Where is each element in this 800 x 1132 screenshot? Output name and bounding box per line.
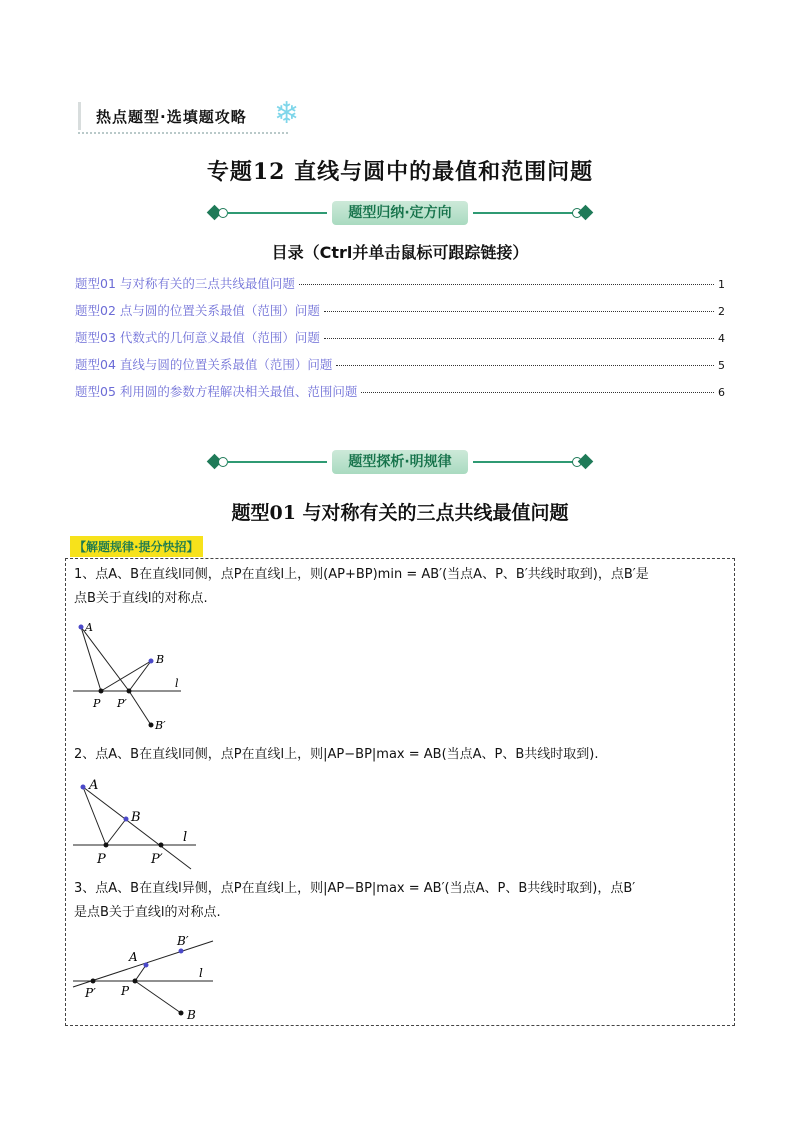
banner-summary xyxy=(205,201,595,225)
rule-3-line1: 3、点A、B在直线l异侧，点P在直线l上，则|AP−BP|max = AB′(当点A、P、B共线时取到)，点B′ xyxy=(74,881,636,896)
toc-item[interactable] xyxy=(75,328,725,355)
rule-1-line2: 点B关于直线l的对称点. xyxy=(74,591,208,606)
rule-2-line1: 2、点A、B在直线l同侧，点P在直线l上，则|AP−BP|max = AB(当点A、P、B共线时取到). xyxy=(74,747,599,762)
label-B: B xyxy=(156,653,165,666)
banner-analysis xyxy=(205,450,595,474)
rule-1-line1: 1、点A、B在直线l同侧，点P在直线l上，则(AP+BP)min = AB′(当点A、P、B′共线时取到)，点B′是 xyxy=(74,567,649,582)
point-Bp xyxy=(149,723,154,728)
label-l: l xyxy=(175,677,179,690)
point-A xyxy=(81,785,86,790)
brand-bar xyxy=(78,102,81,130)
label-A: A xyxy=(85,621,93,634)
label-P: P xyxy=(97,852,106,867)
rule-3 xyxy=(74,877,729,925)
figure-2 xyxy=(71,773,206,873)
toc-page: 4 xyxy=(718,332,725,345)
toc-leader xyxy=(299,284,714,285)
toc-page: 1 xyxy=(718,278,725,291)
label-B: B xyxy=(187,1008,196,1022)
toc-item[interactable] xyxy=(75,274,725,301)
point-Pp xyxy=(91,979,96,984)
rule-2 xyxy=(74,743,729,767)
label-l: l xyxy=(183,830,188,845)
toc-title: 目录（Ctrl并单击鼠标可跟踪链接） xyxy=(271,243,529,262)
label-Pp: P′ xyxy=(151,852,163,867)
point-B xyxy=(179,1011,184,1016)
toc-page: 6 xyxy=(718,386,725,399)
label-Pp: P′ xyxy=(85,986,96,1000)
label-B: B xyxy=(131,810,141,825)
brand-underline xyxy=(78,132,288,134)
banner-label: 题型归纳·定方向 xyxy=(332,201,468,225)
point-P xyxy=(133,979,138,984)
divider xyxy=(473,212,573,214)
point-Bp xyxy=(179,949,184,954)
toc-leader xyxy=(336,365,714,366)
toc-item[interactable] xyxy=(75,355,725,382)
section-heading: 题型01 与对称有关的三点共线最值问题 xyxy=(231,502,569,524)
toc-page: 5 xyxy=(718,359,725,372)
divider xyxy=(227,212,327,214)
brand-text: 热点题型·选填题攻略 xyxy=(96,108,247,126)
point-P xyxy=(104,843,109,848)
divider xyxy=(227,461,327,463)
label-Pp: P′ xyxy=(117,697,127,710)
table-of-contents xyxy=(75,274,725,409)
toc-leader xyxy=(324,311,714,312)
page-title: 专题12 直线与圆中的最值和范围问题 xyxy=(206,159,594,185)
label-Bp: B′ xyxy=(177,934,189,948)
point-Pp xyxy=(127,689,132,694)
toc-item[interactable] xyxy=(75,382,725,409)
toc-leader xyxy=(361,392,714,393)
toc-link[interactable]: 题型01 与对称有关的三点共线最值问题 xyxy=(75,276,295,291)
figure-1 xyxy=(71,619,191,734)
point-P xyxy=(99,689,104,694)
diamond-icon xyxy=(578,454,594,470)
point-B xyxy=(124,817,129,822)
label-P: P xyxy=(121,984,130,998)
rule-1 xyxy=(74,563,729,611)
toc-item[interactable] xyxy=(75,301,725,328)
divider xyxy=(473,461,573,463)
label-P: P xyxy=(93,697,101,710)
point-B xyxy=(149,659,154,664)
toc-link[interactable]: 题型02 点与圆的位置关系最值（范围）问题 xyxy=(75,303,320,318)
rule-3-line2: 是点B关于直线l的对称点. xyxy=(74,905,221,920)
tips-tag: 【解题规律·提分快招】 xyxy=(70,536,203,557)
toc-link[interactable]: 题型04 直线与圆的位置关系最值（范围）问题 xyxy=(75,357,333,372)
point-A xyxy=(79,625,84,630)
rules-box xyxy=(65,558,735,1026)
point-A xyxy=(144,963,149,968)
label-l: l xyxy=(199,966,203,980)
toc-leader xyxy=(324,338,714,339)
header-brand xyxy=(78,98,318,138)
diamond-icon xyxy=(578,205,594,221)
point-Pp xyxy=(159,843,164,848)
label-Bp: B′ xyxy=(155,719,166,732)
snowflake-icon: ❄ xyxy=(274,96,300,131)
toc-page: 2 xyxy=(718,305,725,318)
figure-3 xyxy=(71,929,221,1024)
toc-link[interactable]: 题型05 利用圆的参数方程解决相关最值、范围问题 xyxy=(75,384,358,399)
toc-link[interactable]: 题型03 代数式的几何意义最值（范围）问题 xyxy=(75,330,320,345)
label-A: A xyxy=(89,778,99,793)
banner-label: 题型探析·明规律 xyxy=(332,450,468,474)
label-A: A xyxy=(129,950,138,964)
